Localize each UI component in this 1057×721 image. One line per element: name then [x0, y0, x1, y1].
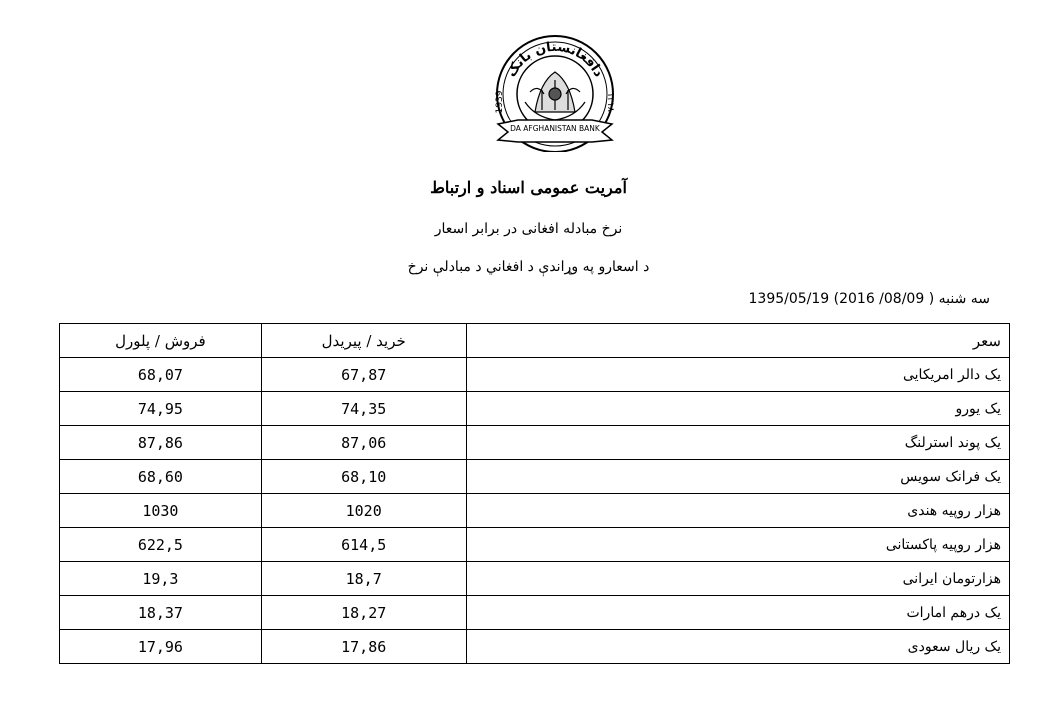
page-title: آمریت عمومی اسناد و ارتباط: [430, 178, 627, 197]
subtitle-dari: نرخ مبادله افغانی در برابر اسعار: [434, 221, 623, 237]
table-row: [60, 358, 1010, 392]
sell-rate: 74,95: [60, 392, 262, 426]
subtitle-pashto: د اسعارو په وړاندې د افغاني د مبادلې نرخ: [407, 259, 650, 275]
seal-year-left: 1939: [495, 90, 505, 114]
sell-rate: 622,5: [60, 528, 262, 562]
table-row: [60, 528, 1010, 562]
currency-name: هزار روپیه پاکستانی: [466, 528, 1009, 562]
buy-rate: 74,35: [261, 392, 466, 426]
buy-rate: 17,86: [261, 630, 466, 664]
seal-year-right: ۱۳۱۸: [605, 92, 615, 112]
buy-rate: 18,27: [261, 596, 466, 630]
currency-name: یک فرانک سویس: [466, 460, 1009, 494]
table-row: [60, 596, 1010, 630]
sell-rate: 1030: [60, 494, 262, 528]
currency-name: یک پوند استرلنگ: [466, 426, 1009, 460]
seal-ribbon: [498, 120, 612, 142]
currency-name: یک یورو: [466, 392, 1009, 426]
date-line: [700, 291, 990, 307]
header-currency: سعر: [466, 324, 1009, 358]
seal-bottom-text: DA AFGHANISTAN BANK: [510, 124, 600, 133]
table-header-row: [60, 324, 1010, 358]
exchange-rate-table: [59, 323, 1010, 664]
buy-rate: 67,87: [261, 358, 466, 392]
seal-top-text: دافغانستان بانک: [504, 39, 607, 80]
buy-rate: 68,10: [261, 460, 466, 494]
currency-name: یک درهم امارات: [466, 596, 1009, 630]
sell-rate: 19,3: [60, 562, 262, 596]
buy-rate: 18,7: [261, 562, 466, 596]
sell-rate: 18,37: [60, 596, 262, 630]
table-row: [60, 426, 1010, 460]
date-weekday: سه شنبه: [938, 291, 990, 307]
buy-rate: 614,5: [261, 528, 466, 562]
table-row: [60, 460, 1010, 494]
table-row: [60, 562, 1010, 596]
table-row: [60, 392, 1010, 426]
header-sell: فروش / پلورل: [60, 324, 262, 358]
sell-rate: 68,60: [60, 460, 262, 494]
currency-name: هزار روپیه هندی: [466, 494, 1009, 528]
buy-rate: 87,06: [261, 426, 466, 460]
date-value: 1395/05/19 (2016 /08/09 ): [748, 291, 935, 307]
sell-rate: 17,96: [60, 630, 262, 664]
currency-name: یک دالر امریکایی: [466, 358, 1009, 392]
emblem-icon: [525, 72, 585, 120]
table-row: [60, 494, 1010, 528]
currency-name: یک ریال سعودی: [466, 630, 1009, 664]
buy-rate: 1020: [261, 494, 466, 528]
sell-rate: 87,86: [60, 426, 262, 460]
header-buy: خرید / پیریدل: [261, 324, 466, 358]
table-row: [60, 630, 1010, 664]
bank-seal-logo: [480, 32, 630, 152]
currency-name: هزارتومان ایرانی: [466, 562, 1009, 596]
sell-rate: 68,07: [60, 358, 262, 392]
